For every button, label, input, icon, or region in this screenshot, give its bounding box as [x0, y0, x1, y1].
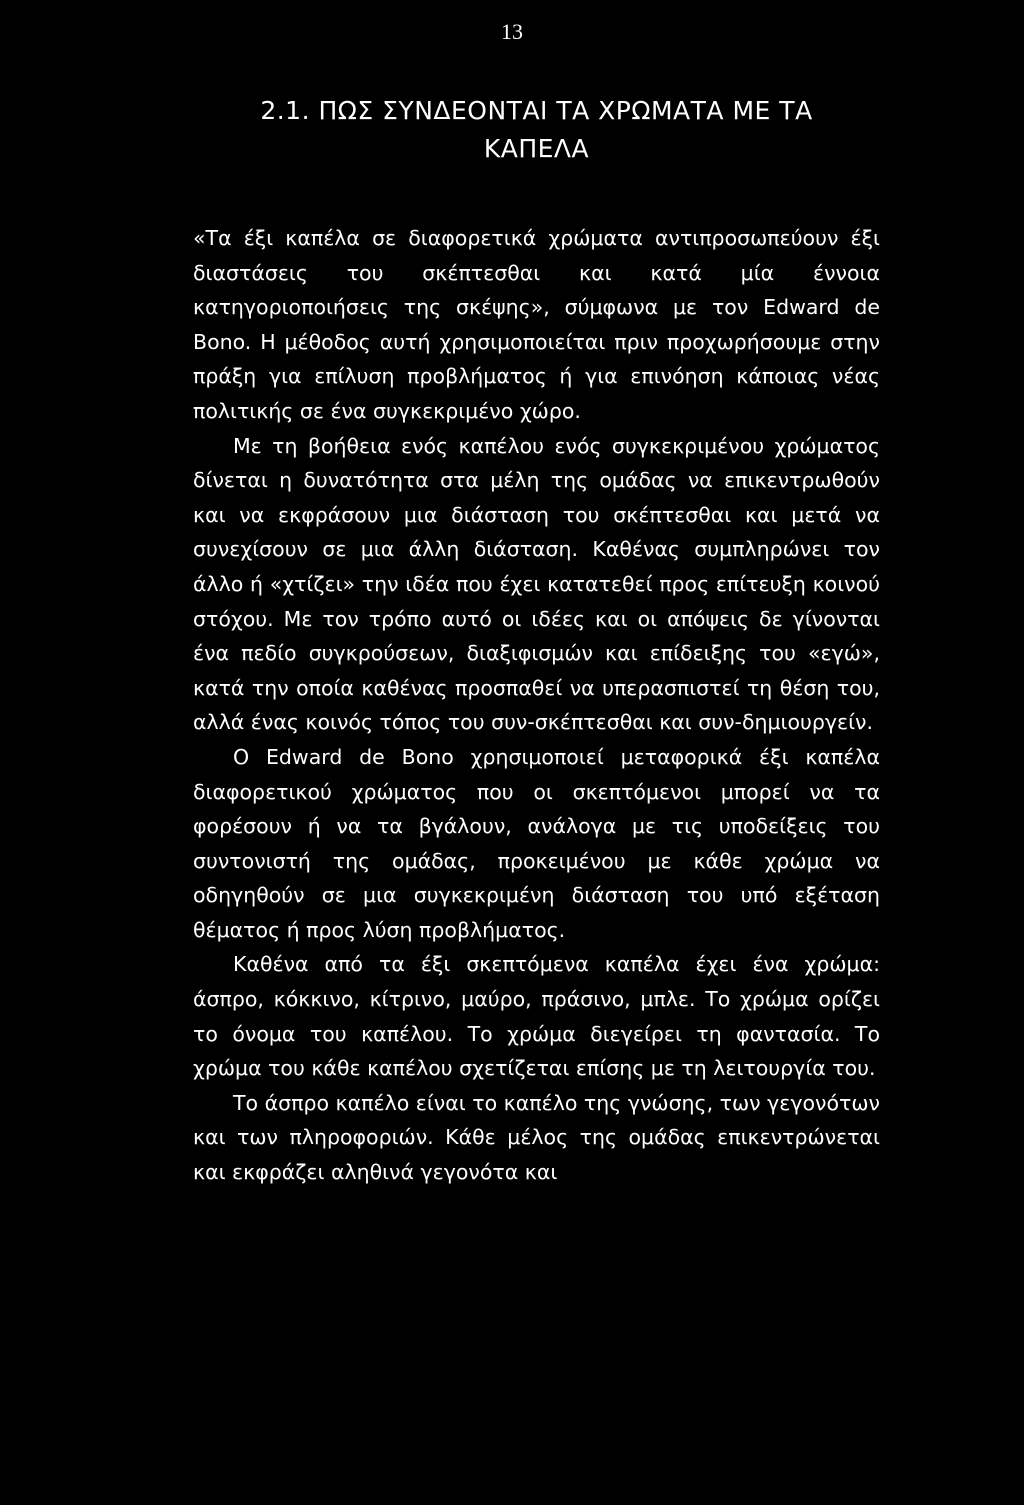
section-heading [193, 92, 880, 168]
paragraph-4: Καθένα από τα έξι σκεπτόμενα καπέλα έχει ένα χρώμα: άσπρο, κόκκινο, κίτρινο, μαύρο, πράσινο, μπλε. Το χρώμα ορίζει το όνομα του καπέλου. Το χρώμα διεγείρει τη φαντασία. Το χρώμα του κάθε καπέλου σχετίζεται επίσης με τη λειτουργία του. [193, 952, 880, 1081]
section-heading-line-2: ΚΑΠΕΛΑ [483, 134, 590, 163]
page-number: 13 [501, 19, 523, 44]
paragraph-3: Ο Edward de Bono χρησιμοποιεί μεταφορικά έξι καπέλα διαφορετικού χρώματος που οι σκεπτόμενοι μπορεί να τα φορέσουν ή να τα βγάλουν, ανάλογα με τις υποδείξεις του συντονιστή της ομάδας, προκειμένου με κάθε χρώμα να οδηγηθούν σε μια συγκεκριμένη διάσταση του υπό εξέταση θέματος ή προς λύση προβλήματος. [193, 744, 880, 942]
section-heading-line-1: 2.1. ΠΩΣ ΣΥΝΔΕΟΝΤΑΙ ΤΑ ΧΡΩΜΑΤΑ ΜΕ ΤΑ [260, 96, 813, 125]
page-content [193, 92, 880, 1190]
paragraph-2: Με τη βοήθεια ενός καπέλου ενός συγκεκριμένου χρώματος δίνεται η δυνατότητα στα μέλη της ομάδας να επικεντρωθούν και να εκφράσουν μια διάσταση του σκέπτεσθαι και μετά να συνεχίσουν σε μια άλλη διάσταση. Καθένας συμπληρώνει τον άλλο ή «χτίζει» την ιδέα που έχει κατατεθεί προς επίτευξη κοινού στόχου. Με τον τρόπο αυτό οι ιδέες και οι απόψεις δε γίνονται ένα πεδίο συγκρούσεων, διαξιφισμών και επίδειξης του «εγώ», κατά την οποία καθένας προσπαθεί να υπερασπιστεί τη θέση του, αλλά ένας κοινός τόπος του συν-σκέπτεσθαι και συν-δημιουργείν. [193, 433, 880, 735]
paragraph-1: «Τα έξι καπέλα σε διαφορετικά χρώματα αντιπροσωπεύουν έξι διαστάσεις του σκέπτεσθαι και κατά μία έννοια κατηγοριοποιήσεις της σκέψης», σύμφωνα με τον Edward de Bono. Η μέθοδος αυτή χρησιμοποιείται πριν προχωρήσουμε στην πράξη για επίλυση προβλήματος ή για επινόηση κάποιας νέας πολιτικής σε ένα συγκεκριμένο χώρο. [193, 226, 880, 423]
body-text [193, 221, 880, 1190]
paragraph-5: Το άσπρο καπέλο είναι το καπέλο της γνώσης, των γεγονότων και των πληροφοριών. Κάθε μέλος της ομάδας επικεντρώνεται και εκφράζει αληθινά γεγονότα και [193, 1090, 880, 1185]
